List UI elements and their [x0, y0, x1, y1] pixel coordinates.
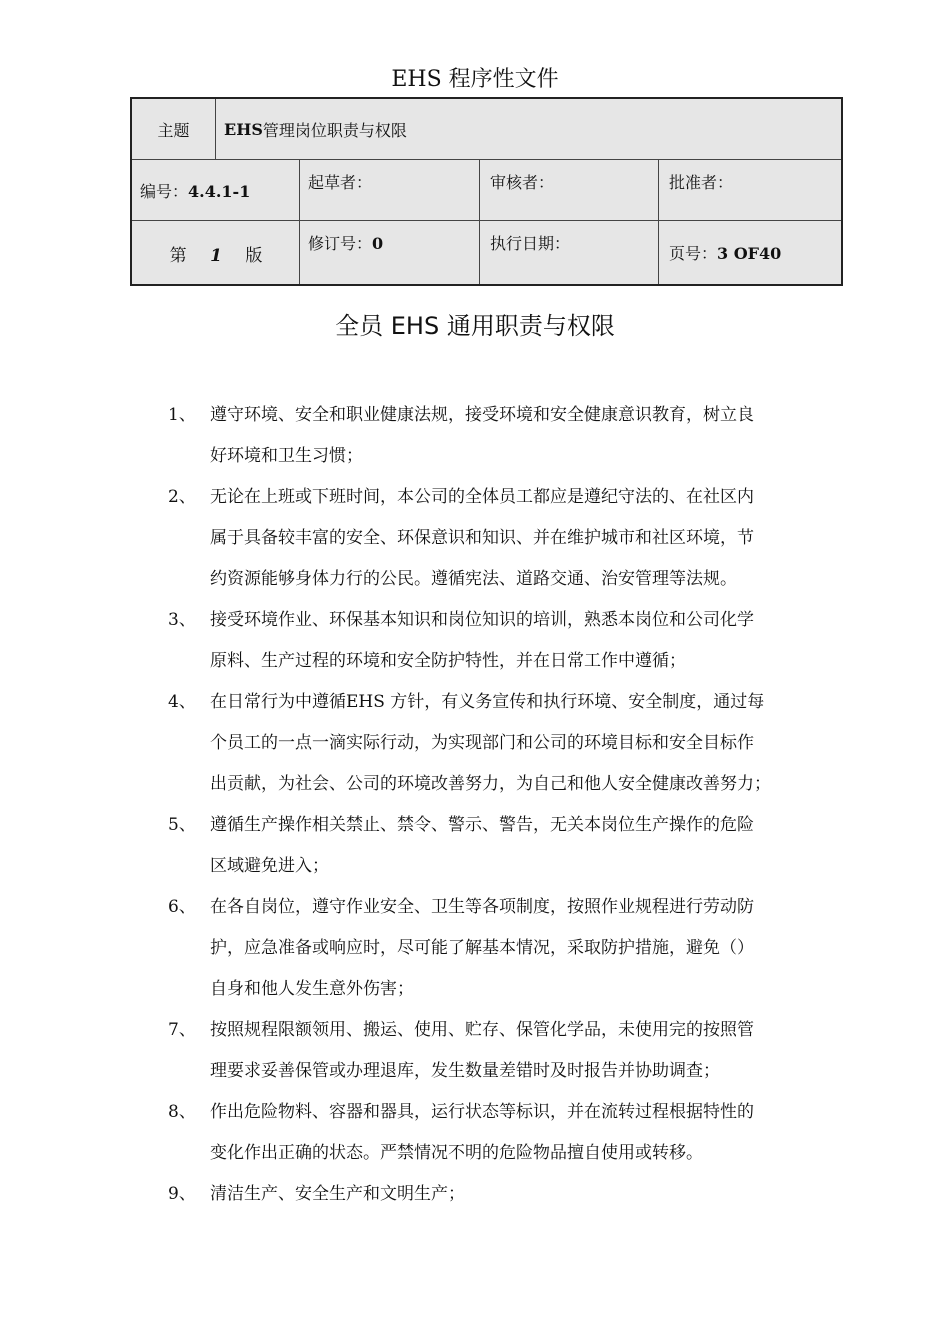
list-item-number: 5、: [168, 815, 196, 835]
list-item-text-line: 约资源能够身体力行的公民。遵循宪法、道路交通、治安管理等法规。: [210, 569, 737, 589]
approver-label: 批准者：: [669, 173, 734, 192]
drafter-cell: [300, 160, 480, 220]
effective-date-cell: [480, 221, 659, 284]
list-item-number: 6、: [168, 897, 196, 917]
list-item-text-line: 个员工的一点一滴实际行动，为实现部门和公司的环境目标和安全目标作: [210, 733, 754, 753]
effective-date-label: 执行日期：: [490, 234, 571, 253]
reviewer-label: 审核者：: [490, 173, 555, 192]
list-item-text-line: 自身和他人发生意外伤害；: [210, 979, 414, 999]
subject-row: [132, 99, 841, 160]
code-cell: [132, 160, 300, 220]
list-item-text-line: 遵守环境、安全和职业健康法规，接受环境和安全健康意识教育，树立良: [210, 405, 754, 425]
list-item-text-line: 无论在上班或下班时间，本公司的全体员工都应是遵纪守法的、在社区内: [210, 487, 754, 507]
subject-text: 管理岗位职责与权限: [262, 120, 407, 140]
main-title: 全员 EHS 通用职责与权限: [335, 312, 615, 340]
list-item-number: 1、: [168, 405, 196, 425]
list-item-text-line: 遵循生产操作相关禁止、禁令、警示、警告，无关本岗位生产操作的危险: [210, 815, 754, 835]
approver-cell: [659, 160, 841, 220]
edition-row: [132, 221, 841, 284]
subject-value: [216, 99, 841, 159]
drafter-label: 起草者：: [308, 173, 373, 192]
page-value: 3 OF40: [717, 244, 782, 263]
list-item-number: 3、: [168, 610, 196, 630]
list-item-text-line: 区域避免进入；: [210, 856, 329, 876]
list-item-text-line: 属于具备较丰富的安全、环保意识和知识、并在维护城市和社区环境，节: [210, 528, 754, 548]
list-item-number: 8、: [168, 1102, 196, 1122]
code-label: 编号：: [140, 182, 189, 201]
list-item-text-line: 在各自岗位，遵守作业安全、卫生等各项制度，按照作业规程进行劳动防: [210, 897, 754, 917]
reviewer-cell: [480, 160, 659, 220]
list-item-text-line: 作出危险物料、容器和器具，运行状态等标识，并在流转过程根据特性的: [210, 1102, 754, 1122]
list-item-text-line: 接受环境作业、环保基本知识和岗位知识的培训，熟悉本岗位和公司化学: [210, 610, 754, 630]
edition-cell: [132, 221, 300, 284]
page-label: 页号：: [669, 244, 718, 263]
list-item-number: 9、: [168, 1184, 196, 1204]
document-header-title: EHS 程序性文件: [391, 67, 559, 92]
authors-row: [132, 160, 841, 221]
list-item-text-line: 护，应急准备或响应时，尽可能了解基本情况，采取防护措施，避免（）: [210, 938, 754, 958]
subject-label: 主题: [132, 99, 216, 159]
list-item-text-line: 理要求妥善保管或办理退库，发生数量差错时及时报告并协助调查；: [210, 1061, 720, 1081]
edition-prefix: 第: [169, 246, 187, 266]
list-item-text-line: 按照规程限额领用、搬运、使用、贮存、保管化学品，未使用完的按照管: [210, 1020, 754, 1040]
list-item-number: 7、: [168, 1020, 196, 1040]
list-item-number: 2、: [168, 487, 196, 507]
list-item-text-line: 清洁生产、安全生产和文明生产；: [210, 1184, 465, 1204]
edition-suffix: 版: [245, 246, 263, 266]
list-item-text-line: 出贡献，为社会、公司的环境改善努力，为自己和他人安全健康改善努力；: [210, 774, 771, 794]
list-item-text-line: 好环境和卫生习惯；: [210, 446, 363, 466]
page-number-cell: [659, 221, 841, 284]
edition-value: 1: [210, 246, 222, 266]
code-value: 4.4.1-1: [188, 182, 251, 201]
list-item-number: 4、: [168, 692, 196, 712]
list-item-text-line: 变化作出正确的状态。严禁情况不明的危险物品擅自使用或转移。: [210, 1143, 703, 1163]
revision-cell: [300, 221, 480, 284]
list-item-text-line: 原料、生产过程的环境和安全防护特性，并在日常工作中遵循；: [210, 651, 686, 671]
revision-value: 0: [372, 234, 384, 253]
list-item-text-line: 在日常行为中遵循EHS 方针，有义务宣传和执行环境、安全制度，通过每: [210, 692, 765, 712]
document-meta-table: [130, 97, 843, 286]
subject-bold: EHS: [224, 119, 263, 139]
revision-label: 修订号：: [308, 234, 373, 253]
